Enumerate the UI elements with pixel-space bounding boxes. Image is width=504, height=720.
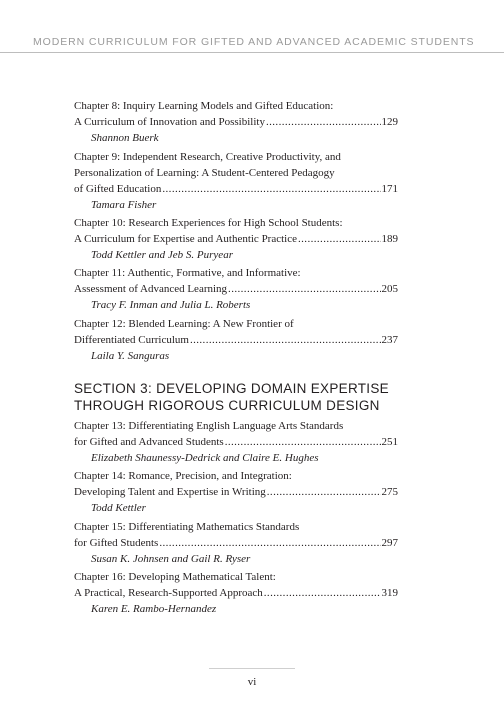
entry-authors: Tamara Fisher	[91, 199, 157, 211]
dot-leader	[264, 585, 381, 601]
page-number: 275	[381, 486, 398, 498]
dot-leader	[162, 181, 380, 197]
running-head: MODERN CURRICULUM FOR GIFTED AND ADVANCED ACADEMIC STUDENTS	[33, 36, 475, 48]
entry-title-last-line: Differentiated Curriculum	[74, 334, 189, 346]
entry-leader-line	[74, 535, 398, 551]
entry-title-line: Chapter 16: Developing Mathematical Talent:	[74, 571, 276, 583]
dot-leader	[225, 434, 381, 450]
entry-title-last-line: of Gifted Education	[74, 183, 162, 195]
entry-title-last-line: for Gifted Students	[74, 537, 159, 549]
entry-title-last-line: A Curriculum of Innovation and Possibility	[74, 116, 265, 128]
page-number: 237	[381, 334, 398, 346]
entry-title-line: Chapter 15: Differentiating Mathematics Standards	[74, 521, 300, 533]
entry-title-line: Chapter 13: Differentiating English Language Arts Standards	[74, 420, 344, 432]
entry-leader-line	[74, 434, 398, 450]
section-heading-line-1: SECTION 3: DEVELOPING DOMAIN EXPERTISE	[74, 381, 389, 396]
page-number: 297	[381, 537, 398, 549]
toc-entry-chapter-12[interactable]	[74, 316, 398, 364]
footer-rule	[209, 668, 295, 669]
section-heading[interactable]	[74, 380, 389, 414]
page-number: 251	[381, 436, 398, 448]
entry-title-last-line: A Practical, Research-Supported Approach	[74, 587, 263, 599]
entry-leader-line	[74, 231, 398, 247]
entry-authors: Susan K. Johnsen and Gail R. Ryser	[91, 553, 251, 565]
entry-authors: Shannon Buerk	[91, 132, 159, 144]
entry-title-last-line: for Gifted and Advanced Students	[74, 436, 224, 448]
page-number: 189	[381, 233, 398, 245]
entry-title-line: Chapter 10: Research Experiences for High School Students:	[74, 217, 343, 229]
toc-entry-chapter-13[interactable]	[74, 418, 398, 466]
section-heading-line-2: THROUGH RIGOROUS CURRICULUM DESIGN	[74, 398, 380, 413]
toc-entry-chapter-11[interactable]	[74, 265, 398, 313]
folio: vi	[247, 676, 257, 688]
entry-leader-line	[74, 484, 398, 500]
toc-entry-chapter-9[interactable]	[74, 149, 398, 213]
entry-authors: Tracy F. Inman and Julia L. Roberts	[91, 299, 251, 311]
toc-entry-chapter-15[interactable]	[74, 519, 398, 567]
page-number: 171	[381, 183, 398, 195]
page-number: 205	[381, 283, 398, 295]
dot-leader	[190, 332, 381, 348]
entry-authors: Laila Y. Sanguras	[91, 350, 170, 362]
entry-title-line: Chapter 12: Blended Learning: A New Frontier of	[74, 318, 294, 330]
entry-leader-line	[74, 114, 398, 130]
toc-entry-chapter-16[interactable]	[74, 569, 398, 617]
entry-leader-line	[74, 332, 398, 348]
dot-leader	[298, 231, 381, 247]
dot-leader	[228, 281, 380, 297]
entry-title-line: Personalization of Learning: A Student-Centered Pedagogy	[74, 167, 335, 179]
entry-title-last-line: Assessment of Advanced Learning	[74, 283, 228, 295]
page-number: 319	[381, 587, 398, 599]
entry-authors: Elizabeth Shaunessy-Dedrick and Claire E. Hughes	[91, 452, 319, 464]
header-rule	[0, 52, 504, 53]
dot-leader	[159, 535, 380, 551]
toc-entry-chapter-14[interactable]	[74, 468, 398, 516]
entry-authors: Todd Kettler and Jeb S. Puryear	[91, 249, 233, 261]
entry-title-line: Chapter 14: Romance, Precision, and Integration:	[74, 470, 292, 482]
entry-authors: Karen E. Rambo-Hernandez	[91, 603, 217, 615]
toc-entry-chapter-10[interactable]	[74, 215, 398, 263]
entry-title-last-line: A Curriculum for Expertise and Authentic Practice	[74, 233, 297, 245]
entry-leader-line	[74, 585, 398, 601]
entry-leader-line	[74, 281, 398, 297]
toc-entry-chapter-8[interactable]	[74, 98, 398, 146]
entry-title-line: Chapter 11: Authentic, Formative, and Informative:	[74, 267, 301, 279]
entry-title-line: Chapter 9: Independent Research, Creative Productivity, and	[74, 151, 341, 163]
page-number: 129	[381, 116, 398, 128]
entry-title-line: Chapter 8: Inquiry Learning Models and Gifted Education:	[74, 100, 334, 112]
entry-leader-line	[74, 181, 398, 197]
dot-leader	[267, 484, 381, 500]
dot-leader	[266, 114, 381, 130]
entry-authors: Todd Kettler	[91, 502, 146, 514]
entry-title-last-line: Developing Talent and Expertise in Writing	[74, 486, 266, 498]
